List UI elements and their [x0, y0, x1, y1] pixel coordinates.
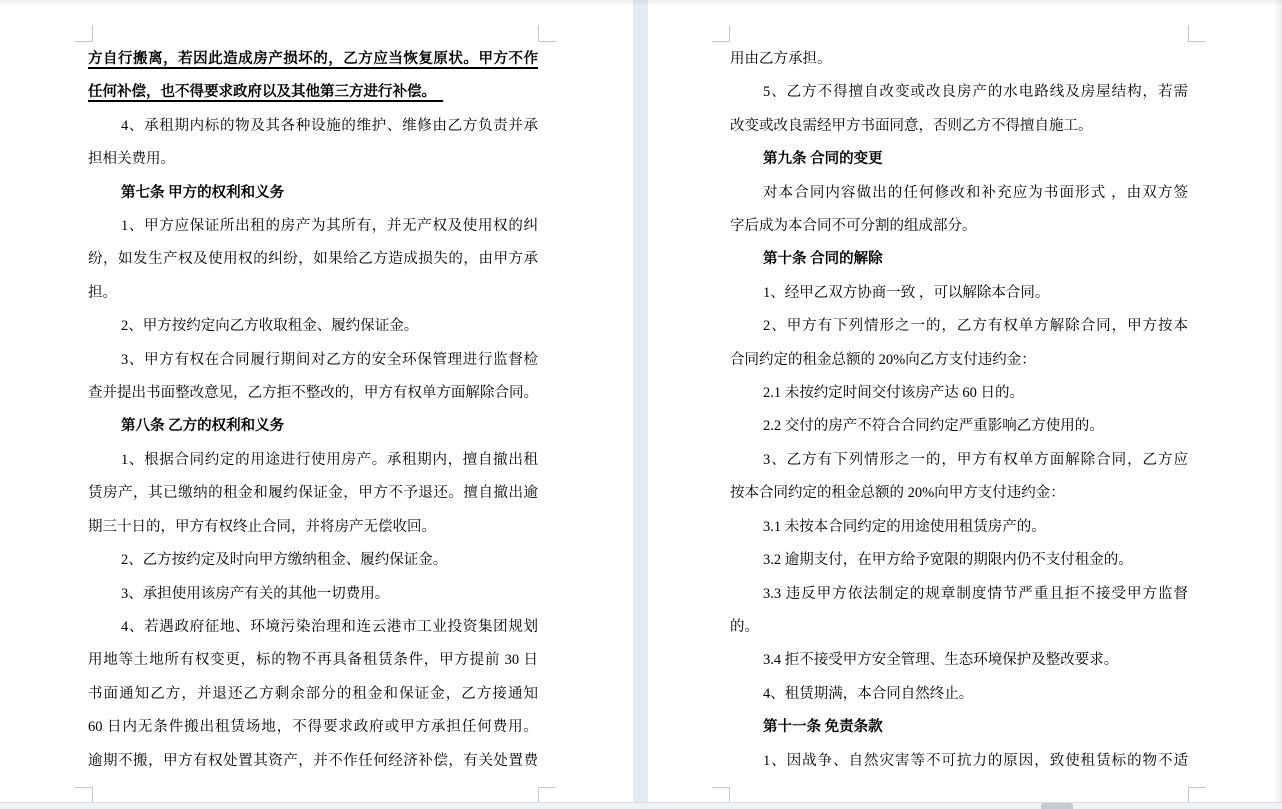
margin-corner-mark [712, 25, 730, 42]
text-line: 3、乙方有下列情形之一的，甲方有权单方面解除合同，乙方应 [763, 451, 1188, 468]
text-line: 2、甲方按约定向乙方收取租金、履约保证金。 [121, 318, 419, 335]
page-text-2[interactable] [730, 43, 1188, 778]
text-line: 1、经甲乙双方协商一致 ，可以解除本合同。 [763, 284, 1050, 301]
text-line: 3、甲方有权在合同履行期间对乙方的安全环保管理进行监督检 [121, 351, 538, 368]
text-line: 担相关费用。 [88, 151, 175, 168]
text-line: 方自行搬离，若因此造成房产损坏的，乙方应当恢复原状。甲方不作 [88, 51, 538, 67]
horizontal-scrollbar-track[interactable] [0, 802, 1282, 809]
text-line: 2、乙方按约定及时向甲方缴纳租金、履约保证金。 [121, 552, 448, 569]
text-line: 4、承租期内标的物及其各种设施的维护、维修由乙方负责并承 [121, 117, 538, 134]
text-line: 2、甲方有下列情形之一的，乙方有权单方解除合同，甲方按本 [763, 318, 1188, 335]
text-line: 3.3 违反甲方依法制定的规章制度情节严重且拒不接受甲方监督 [763, 585, 1188, 602]
text-line: 用地等土地所有权变更，标的物不再具备租赁条件，甲方提前 30 日 [88, 652, 538, 669]
page-text-1[interactable] [88, 43, 538, 778]
text-line: 第九条 合同的变更 [763, 151, 883, 168]
text-line: 书面通知乙方，并退还乙方剩余部分的租金和保证金，乙方接通知 [88, 685, 538, 702]
text-line: 第七条 甲方的权利和义务 [121, 184, 285, 201]
margin-corner-mark [1188, 25, 1206, 42]
text-line: 期三十日的，甲方有权终止合同，并将房产无偿收回。 [88, 518, 436, 535]
horizontal-scrollbar-thumb[interactable] [1041, 803, 1073, 809]
text-line: 对本合同内容做出的任何修改和补充应为书面形式 ，由双方签 [763, 184, 1188, 201]
text-line: 4、租赁期满，本合同自然终止。 [763, 685, 974, 702]
text-line: 按本合同约定的租金总额的 20%向甲方支付违约金： [730, 485, 1065, 502]
text-line: 4、若遇政府征地、环境污染治理和连云港市工业投资集团规划 [121, 618, 538, 635]
text-line: 纷，如发生产权及使用权的纠纷，如果给乙方造成损失的，由甲方承 [88, 251, 538, 268]
text-line: 用由乙方承担。 [730, 51, 832, 67]
margin-corner-mark [75, 25, 93, 42]
text-line: 3.4 拒不接受甲方安全管理、生态环境保护及整改要求。 [763, 652, 1119, 669]
text-line: 赁房产，其已缴纳的租金和履约保证金，甲方不予退还。擅自撤出逾 [88, 485, 538, 502]
text-line: 改变或改良需经甲方书面同意，否则乙方不得擅自施工。 [730, 117, 1093, 134]
text-line: 合同约定的租金总额的 20%向乙方支付违约金： [730, 351, 1036, 368]
margin-corner-mark [538, 25, 556, 42]
text-line: 1、根据合同约定的用途进行使用房产。承租期内，擅自撤出租 [121, 451, 538, 468]
text-line: 5、乙方不得擅自改变或改良房产的水电路线及房屋结构，若需 [763, 84, 1188, 101]
text-line: 字后成为本合同不可分割的组成部分。 [730, 218, 977, 235]
text-line: 3.2 逾期支付，在甲方给予宽限的期限内仍不支付租金的。 [763, 552, 1133, 569]
text-line: 3.1 未按本合同约定的用途使用租赁房产的。 [763, 518, 1046, 535]
text-line: 任何补偿，也不得要求政府以及其他第三方进行补偿。 [88, 84, 444, 101]
text-line: 担。 [88, 284, 117, 301]
text-line: 查并提出书面整改意见，乙方拒不整改的，甲方有权单方面解除合同。 [88, 385, 538, 402]
text-line: 第八条 乙方的权利和义务 [121, 418, 285, 435]
text-line: 第十一条 免责条款 [763, 719, 883, 736]
text-line: 逾期不搬，甲方有权处置其资产，并不作任何经济补偿，有关处置费 [88, 752, 538, 769]
text-line: 2.2 交付的房产不符合合同约定严重影响乙方使用的。 [763, 418, 1104, 435]
text-line: 2.1 未按约定时间交付该房产达 60 日的。 [763, 385, 1024, 402]
text-line: 60 日内无条件搬出租赁场地，不得要求政府或甲方承担任何费用。 [88, 719, 538, 736]
text-line: 3、承担使用该房产有关的其他一切费用。 [121, 585, 390, 602]
text-line: 1、因战争、自然灾害等不可抗力的原因，致使租赁标的物不适 [763, 752, 1188, 769]
text-line: 的。 [730, 618, 759, 635]
text-line: 1、甲方应保证所出租的房产为其所有，并无产权及使用权的纠 [121, 218, 538, 235]
text-line: 第十条 合同的解除 [763, 251, 883, 268]
